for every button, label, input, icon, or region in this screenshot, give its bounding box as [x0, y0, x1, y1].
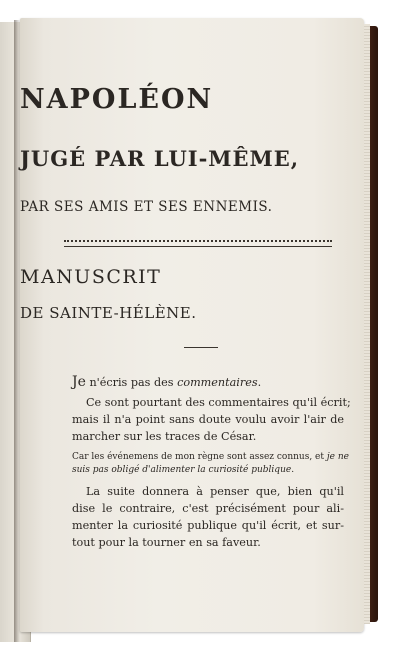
paragraph-4-line-4: tout pour la tourner en sa faveur. — [72, 536, 261, 549]
decorative-rule — [64, 240, 332, 247]
paragraph-1-dropcap: Je — [72, 374, 86, 390]
quote-paragraph — [72, 451, 349, 477]
title-page — [20, 18, 364, 632]
paragraph-2 — [72, 394, 351, 445]
paragraph-2-line-1: Ce sont pourtant des commentaires qu'il écrit; — [86, 396, 351, 409]
quote-line-1-italic: je ne — [326, 452, 349, 462]
quote-line-2-end: . — [291, 465, 295, 475]
paragraph-4 — [72, 483, 344, 551]
title-line-3: PAR SES AMIS ET SES ENNEMIS. — [20, 199, 273, 215]
paragraph-4-line-3: menter la curiosité publique qu'il écrit, et sur- — [72, 519, 344, 532]
quote-line-1 — [72, 451, 349, 464]
body-text — [72, 374, 351, 551]
paragraph-1 — [72, 374, 344, 391]
quote-line-1-text: Car les événemens de mon règne sont assez connus, et — [72, 452, 327, 462]
paragraph-4-line-2: dise le contraire, c'est précisément pour ali- — [72, 502, 344, 515]
quote-line-2 — [72, 464, 344, 477]
page-edges — [364, 24, 370, 624]
paragraph-1-text: n'écris pas des — [85, 376, 178, 389]
title-line-1: NAPOLÉON — [20, 84, 214, 115]
quote-line-2-italic: suis pas obligé d'alimenter la curiosité publique — [72, 465, 292, 475]
paragraph-2-line-2: mais il n'a point sans doute voulu avoir l'air de — [72, 413, 344, 426]
paragraph-4-line-1: La suite donnera à penser que, bien qu'il — [86, 485, 344, 498]
paragraph-1-end: . — [257, 376, 262, 389]
section-heading: MANUSCRIT — [20, 266, 162, 288]
short-divider — [184, 347, 218, 348]
paragraph-1-italic: commentaires — [177, 376, 258, 389]
paragraph-2-line-3: marcher sur les traces de César. — [72, 430, 257, 443]
section-subheading: DE SAINTE-HÉLÈNE. — [20, 304, 197, 322]
title-line-2: JUGÉ PAR LUI-MÊME, — [20, 146, 300, 171]
